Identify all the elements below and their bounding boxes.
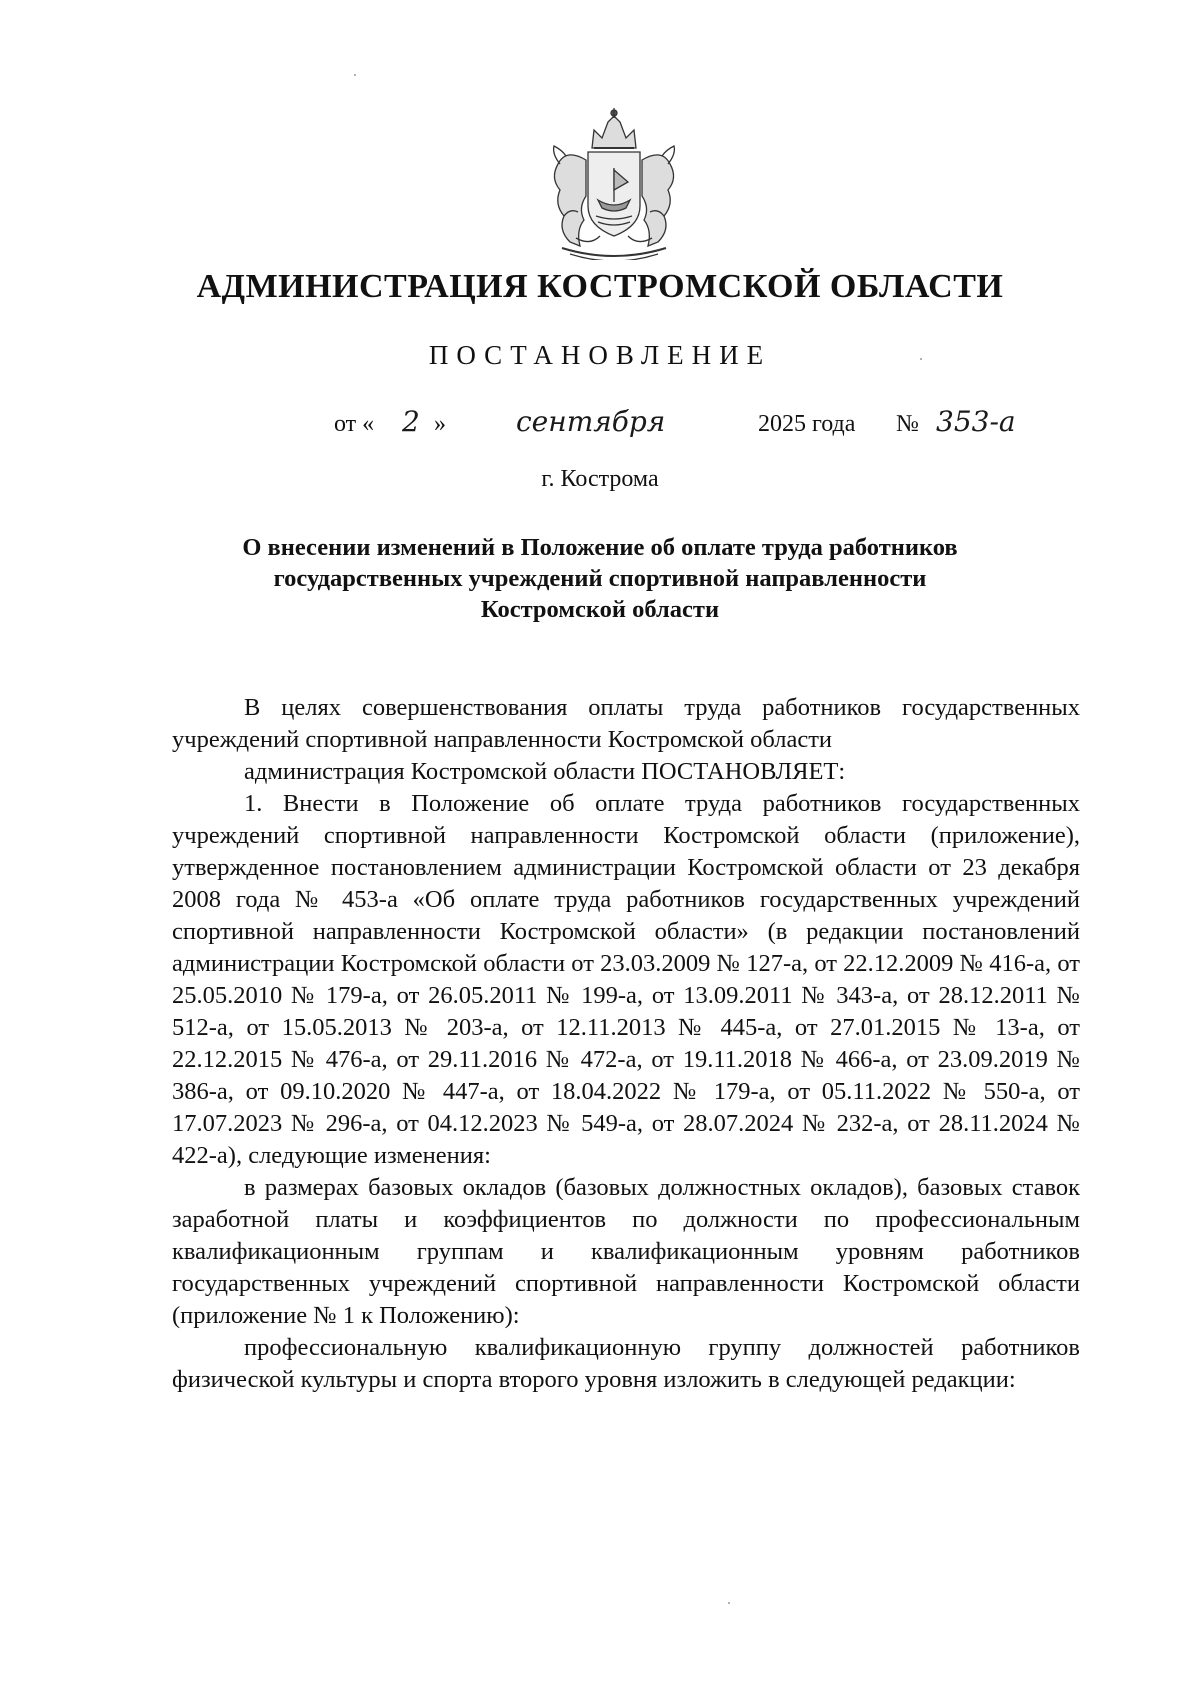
body-paragraph: профессиональную квалификационную группу должностей работников физической культуры и спорта второго уровня изложить в следующей редакции: bbox=[172, 1334, 1080, 1393]
scan-speck bbox=[354, 74, 356, 76]
scan-speck bbox=[728, 1602, 730, 1604]
body-paragraph: 1. Внести в Положение об оплате труда работников государственных учреждений спортивной направленности Костромской области (приложение), утвержденное постановлением администрации Костромской области от 23 декабря 2008 года № 453-а «Об оплате труда работников государственных учреждений спортивной направленности Костромской области» (в редакции постановлений администрации Костромской области от 23.03.2009 № 127-а, от 22.12.2009 № 416-а, от 25.05.2010 № 179-а, от 26.05.2011 № 199-а, от 13.09.2011 № 343-а, от 28.12.2011 № 512-а, от 15.05.2013 № 203-а, от 12.11.2013 № 445-а, от 27.01.2015 № 13-а, от 22.12.2015 № 476-а, от 29.11.2016 № 472-а, от 19.11.2018 № 466-а, от 23.09.2019 № 386-а, от 09.10.2020 № 447-а, от 18.04.2022 № 179-а, от 05.11.2022 № 550-а, от 17.07.2023 № 296-а, от 04.12.2023 № 549-а, от 28.07.2024 № 232-а, от 28.11.2024 № 422-а), следующие изменения: bbox=[172, 790, 1080, 1169]
coat-of-arms-icon bbox=[540, 108, 688, 260]
date-prefix: от « bbox=[334, 411, 375, 437]
body-paragraph: В целях совершенствования оплаты труда работников государственных учреждений спортивной направленности Костромской области bbox=[172, 694, 1080, 753]
date-month-handwritten: сентября bbox=[516, 405, 666, 438]
date-number-line bbox=[334, 405, 1064, 449]
date-day-close: » bbox=[434, 411, 446, 437]
body-paragraph: в размерах базовых окладов (базовых должностных окладов), базовых ставок заработной платы и коэффициентов по должности по профессиональным квалификационным группам и квалификационным уровням работников государственных учреждений спортивной направленности Костромской области (приложение № 1 к Положению): bbox=[172, 1174, 1080, 1329]
date-year: 2025 года bbox=[758, 411, 856, 437]
title-line: Костромской области bbox=[480, 596, 720, 623]
body-paragraph: администрация Костромской области ПОСТАНОВЛЯЕТ: bbox=[244, 758, 846, 785]
city: г. Кострома bbox=[541, 466, 659, 492]
title-line: О внесении изменений в Положение об оплате труда работников bbox=[242, 534, 958, 561]
document-body bbox=[172, 692, 1080, 1396]
document-type: ПОСТАНОВЛЕНИЕ bbox=[428, 340, 772, 370]
title-line: государственных учреждений спортивной направленности bbox=[273, 565, 927, 592]
organization-name: АДМИНИСТРАЦИЯ КОСТРОМСКОЙ ОБЛАСТИ bbox=[196, 268, 1004, 305]
document-title bbox=[0, 532, 1200, 625]
date-day-handwritten: 2 bbox=[402, 405, 420, 438]
document-number-handwritten: 353-а bbox=[936, 405, 1016, 438]
number-prefix: № bbox=[896, 411, 919, 437]
scan-speck bbox=[920, 358, 922, 360]
